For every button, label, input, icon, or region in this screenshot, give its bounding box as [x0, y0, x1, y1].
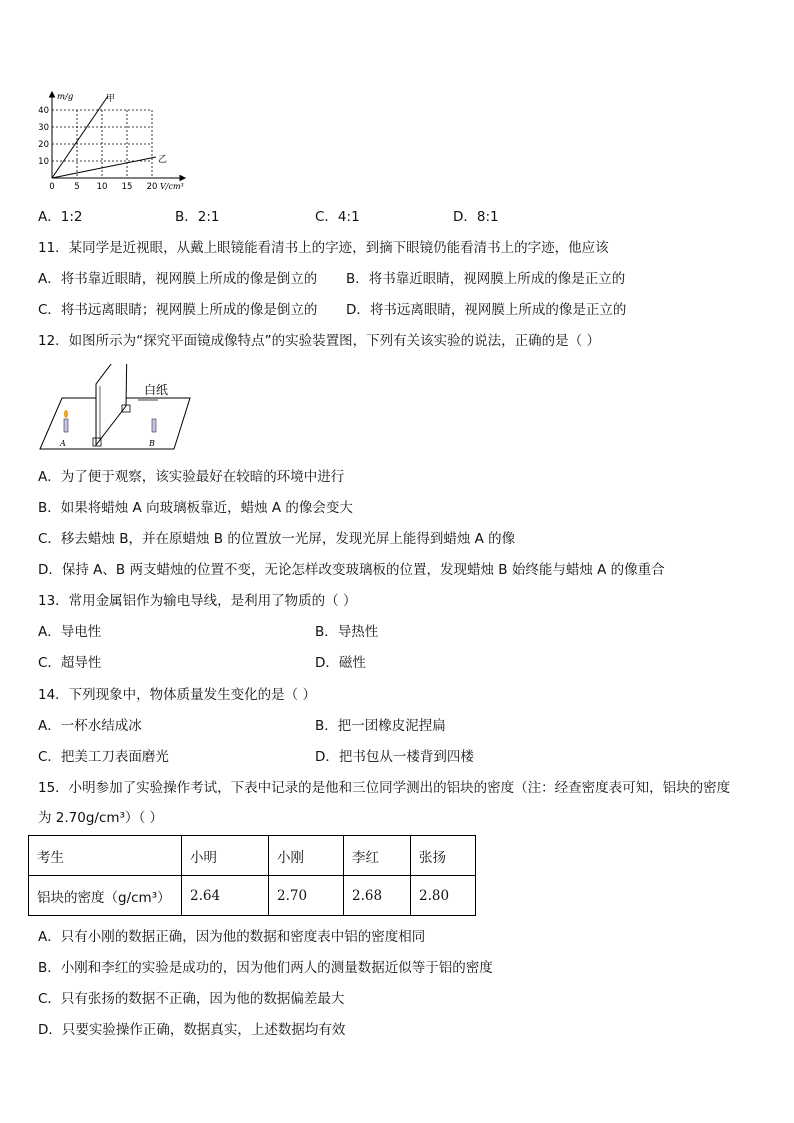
- q14-option-b[interactable]: B．把一团橡皮泥捏扁: [315, 718, 446, 734]
- q11-option-b[interactable]: B．将书靠近眼睛，视网膜上所成的像是正立的: [346, 271, 626, 287]
- q14-option-a[interactable]: A．一杯水结成冰: [38, 718, 142, 734]
- line-yi: [52, 157, 156, 178]
- mass-volume-graph: [32, 86, 192, 194]
- y-tick: 10: [38, 157, 49, 167]
- table-cell: 2.68: [344, 876, 411, 916]
- table-row: [29, 876, 476, 916]
- table-header-cell: 小明: [182, 836, 269, 876]
- table-header-cell: 李红: [344, 836, 411, 876]
- line-yi-label: 乙: [158, 155, 168, 165]
- q10-option-c[interactable]: C．4:1: [315, 209, 360, 225]
- y-axis-label: m/g: [57, 92, 74, 102]
- q10-option-d[interactable]: D．8:1: [453, 209, 499, 225]
- candle-a-label: A: [60, 439, 66, 448]
- q13-stem: 13．常用金属铝作为输电导线，是利用了物质的（ ）: [38, 593, 357, 609]
- candle-a: [64, 410, 68, 432]
- x-tick: 20: [146, 182, 158, 192]
- flame-icon: [64, 410, 68, 418]
- candle-b: [152, 419, 156, 432]
- y-tick: 20: [38, 140, 49, 150]
- table-header-cell: 小刚: [269, 836, 344, 876]
- q15-option-c[interactable]: C．只有张扬的数据不正确，因为他的数据偏差最大: [38, 991, 345, 1007]
- q13-option-d[interactable]: D．磁性: [315, 655, 366, 671]
- q15-option-a[interactable]: A．只有小刚的数据正确，因为他的数据和密度表中铝的密度相同: [38, 929, 426, 945]
- q11-option-d[interactable]: D．将书远离眼睛，视网膜上所成的像是正立的: [346, 302, 627, 318]
- q15-stem-line1: 15．小明参加了实验操作考试，下表中记录的是他和三位同学测出的铝块的密度（注：经查密度表可知，铝块的密度: [38, 780, 731, 796]
- q11-option-a[interactable]: A．将书靠近眼睛，视网膜上所成的像是倒立的: [38, 271, 318, 287]
- q15-option-d[interactable]: D．只要实验操作正确，数据真实，上述数据均有效: [38, 1022, 346, 1038]
- q15-option-b[interactable]: B．小刚和李红的实验是成功的，因为他们两人的测量数据近似等于铝的密度: [38, 960, 493, 976]
- white-paper-label: 白纸: [144, 383, 169, 397]
- glass-plate: [96, 364, 127, 445]
- table-header-cell: 考生: [29, 836, 182, 876]
- x-axis-arrow: [180, 176, 185, 181]
- q10-option-a[interactable]: A．1:2: [38, 209, 83, 225]
- table-cell: 2.70: [269, 876, 344, 916]
- table-header-cell: 张扬: [411, 836, 476, 876]
- table-cell: 2.80: [411, 876, 476, 916]
- density-table: [28, 835, 476, 916]
- q12-option-a[interactable]: A．为了便于观察，该实验最好在较暗的环境中进行: [38, 469, 345, 485]
- y-axis-arrow: [50, 92, 55, 97]
- q11-stem: 11．某同学是近视眼，从戴上眼镜能看清书上的字迹，到摘下眼镜仍能看清书上的字迹，他应该: [38, 240, 609, 256]
- y-tick: 40: [38, 106, 49, 116]
- x-tick: 10: [96, 182, 108, 192]
- q14-option-d[interactable]: D．把书包从一楼背到四楼: [315, 749, 474, 765]
- q12-option-d[interactable]: D．保持 A、B 两支蜡烛的位置不变，无论怎样改变玻璃板的位置，发现蜡烛 B 始终能与蜡烛 A 的像重合: [38, 562, 665, 578]
- line-jia: [52, 96, 108, 178]
- q13-option-a[interactable]: A．导电性: [38, 624, 102, 640]
- q15-stem-line2: 为 2.70g/cm³）（ ）: [38, 810, 163, 826]
- q13-option-b[interactable]: B．导热性: [315, 624, 379, 640]
- x-tick: 5: [74, 182, 80, 192]
- table-cell: 铝块的密度（g/cm³）: [29, 876, 182, 916]
- q12-stem: 12．如图所示为“探究平面镜成像特点”的实验装置图，下列有关该实验的说法，正确的是（ ）: [38, 333, 600, 349]
- y-tick: 30: [38, 123, 49, 133]
- x-axis-label: V/cm³: [160, 182, 184, 191]
- q12-option-b[interactable]: B．如果将蜡烛 A 向玻璃板靠近，蜡烛 A 的像会变大: [38, 500, 353, 516]
- candle-b-label: B: [149, 439, 155, 448]
- plane-mirror-figure: [34, 364, 194, 454]
- x-tick: 0: [49, 182, 55, 192]
- q10-option-b[interactable]: B．2:1: [175, 209, 220, 225]
- q14-stem: 14．下列现象中，物体质量发生变化的是（ ）: [38, 687, 316, 703]
- table-cell: 2.64: [182, 876, 269, 916]
- line-jia-label: 甲: [106, 94, 116, 104]
- table-row: [29, 836, 476, 876]
- q11-option-c[interactable]: C．将书远离眼睛；视网膜上所成的像是倒立的: [38, 302, 318, 318]
- x-tick: 15: [121, 182, 133, 192]
- q12-option-c[interactable]: C．移去蜡烛 B，并在原蜡烛 B 的位置放一光屏，发现光屏上能得到蜡烛 A 的像: [38, 531, 516, 547]
- q14-option-c[interactable]: C．把美工刀表面磨光: [38, 749, 169, 765]
- q13-option-c[interactable]: C．超导性: [38, 655, 102, 671]
